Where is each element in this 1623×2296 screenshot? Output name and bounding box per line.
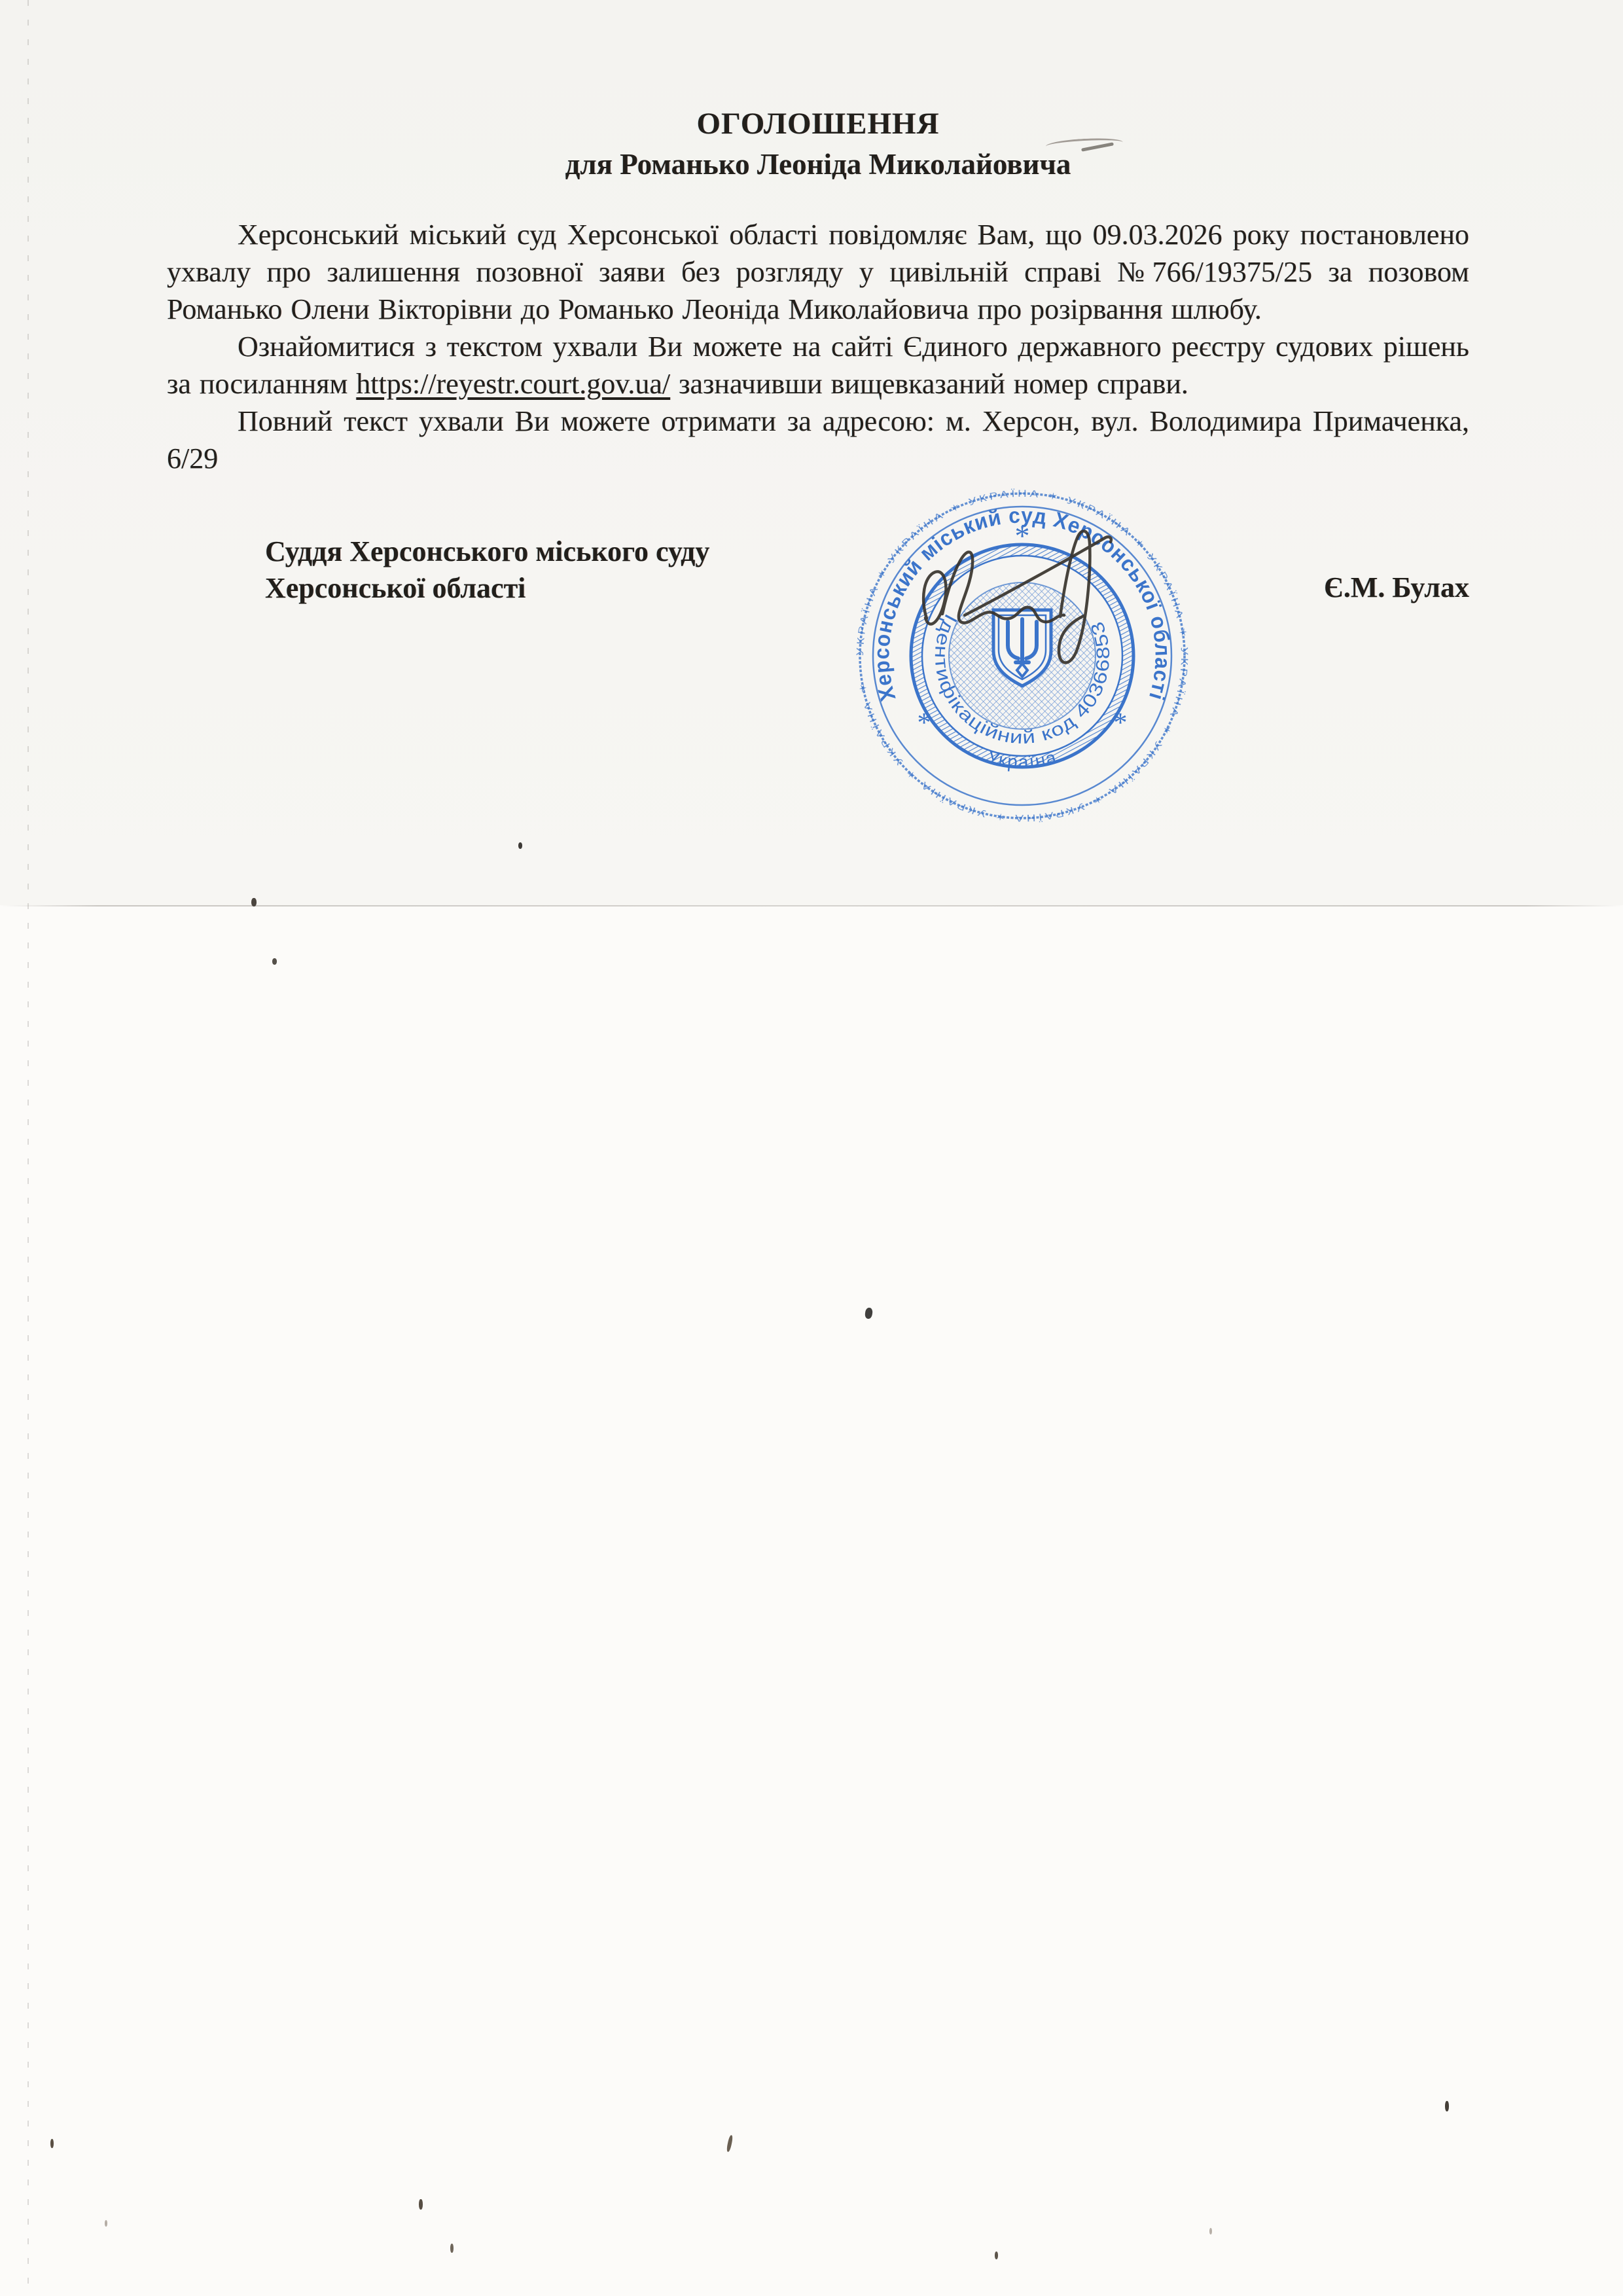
scan-speck: [419, 2199, 423, 2210]
scan-streak-line: [27, 0, 29, 2296]
registry-text-after: зазначивши вищевказаний номер справи.: [670, 368, 1188, 400]
signer-name: Є.М. Булах: [1324, 571, 1469, 603]
scan-speck: [450, 2244, 454, 2253]
scan-speck: [518, 842, 522, 849]
paragraph-address: [167, 403, 1469, 477]
registry-url-link[interactable]: https://reyestr.court.gov.ua/: [356, 368, 671, 400]
scan-speck: [865, 1307, 873, 1319]
seal-outer-text: Херсонський міський суд Херсонської області: [869, 503, 1175, 704]
scan-speck: [1209, 2228, 1212, 2234]
scan-speck: [995, 2251, 998, 2259]
signer-role-line2: Херсонської області: [265, 572, 526, 604]
seal-star-left-icon: *: [917, 708, 931, 738]
scan-speck: [105, 2220, 107, 2227]
paragraph-case-info: [167, 216, 1469, 328]
paragraph-case-info-text: Херсонський міський суд Херсонської області повідомляє Вам, що 09.03.2026 року постановлено ухвалу про залишення позовної заяви без розгляду у цивільній справі №766/19375/25 за позовом Романько Олени Вікторівни до Романько Леоніда Миколайовича про розірвання шлюбу.: [167, 219, 1469, 325]
signature-block: [167, 533, 1469, 607]
seal-star-top-icon: *: [1014, 519, 1030, 552]
scan-speck: [726, 2135, 733, 2153]
scan-speck: [1445, 2101, 1449, 2111]
page-title: ОГОЛОШЕННЯ: [696, 107, 940, 141]
signer-role: [265, 533, 709, 607]
seal-micro-text: УКРАЇНА ✶ УКРАЇНА ✶ УКРАЇНА ✶ УКРАЇНА ✶ УКРАЇНА ✶ УКРАЇНА ✶ УКРАЇНА ✶ УКРАЇНА ✶ УКРАЇНА ✶ УКРАЇНА ✶: [854, 488, 1190, 824]
paragraph-registry: [167, 328, 1469, 403]
registry-text-before: Ознайомитися з текстом ухвали Ви можете на сайті Єдиного державного реєстру судових рішень за посиланням: [167, 331, 1469, 400]
seal-star-right-icon: *: [1113, 708, 1128, 738]
document-body: [167, 105, 1469, 607]
fold-line: [0, 905, 1623, 906]
scan-speck: [50, 2139, 54, 2148]
court-seal: [852, 486, 1192, 826]
signer-role-line1: Суддя Херсонського міського суду: [265, 535, 710, 567]
scan-speck: [272, 958, 277, 965]
scan-speck: [251, 898, 257, 906]
paragraph-address-text: Повний текст ухвали Ви можете отримати за адресою: м. Херсон, вул. Володимира Примаченка, 6/29: [167, 405, 1469, 475]
seal-country-text: Україна: [984, 746, 1060, 772]
court-seal-graphic: [852, 486, 1192, 826]
page-subtitle: для Романько Леоніда Миколайовича: [565, 148, 1071, 181]
seal-id-code-text: Ідентифікаційний код 40366853: [931, 611, 1114, 748]
